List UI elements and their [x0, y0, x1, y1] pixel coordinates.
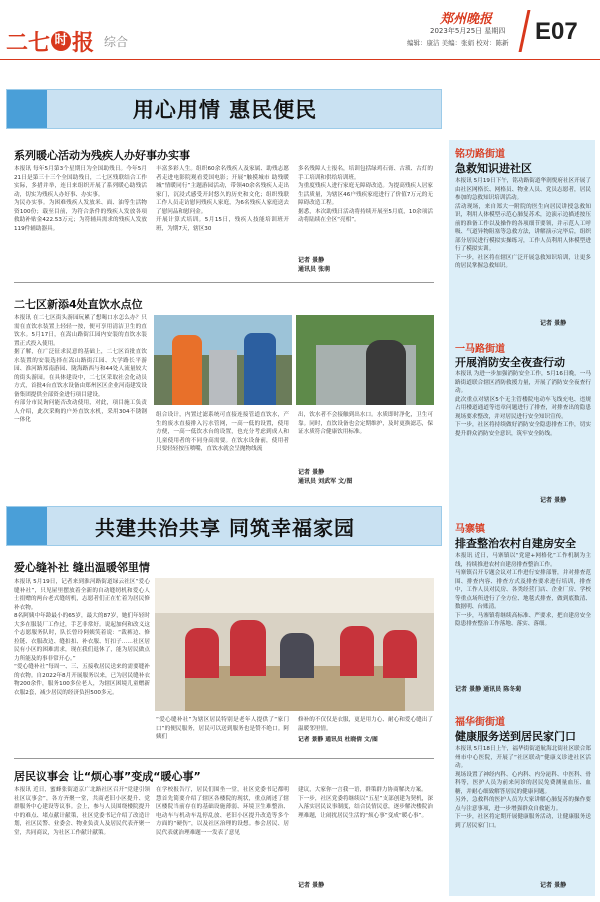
drinking-child-figure — [366, 340, 406, 405]
volunteer-figure — [185, 628, 219, 678]
banner-top-title: 用心用情 惠民便民 — [132, 98, 318, 122]
article-4-credit: 记者 景静 — [298, 882, 325, 889]
article-3-col1: 本报讯 5月19日，记者来到淮河路街道绿云社区“爱心缝补社”，只见屋里摆放着全新的自动缝纫机和爱心人士捐赠的两台老式缝纫机，志愿者们正在忙着为居民修补衣物。 8名阿姨中年龄最小的65岁，最大的87岁，她们年轻时大多在服装厂工作过，手艺非常好。说起加何和改义这个志愿服务队时，队长曾玲阿姨笑着说：“裁裤边、修拉链、衣服改边、缝扣扣、补衣服、钉扣子……社区居民有小区的困难需求，现在我们退休了，能为居民做点力所能及的事非常开心。” “爱心缝补社”每周一、三、五接收居民送来的需要缝补的衣物。自2022年8月开展服务以来，已为居民缝补衣物200余件，服务100多位老人，为辖区困境儿童赠新衣服2套，减少居民的经济负担500多元。 — [14, 579, 150, 696]
volunteer-figure — [230, 620, 266, 676]
sidebar-4-title: 健康服务送到居民家门口 — [455, 730, 576, 743]
sidebar-2-tag: 一马路街道 — [455, 344, 505, 355]
logo-tail: 报 — [72, 29, 95, 56]
article-3-credit: 记者 景静 通讯员 杜晓倩 文/图 — [298, 737, 378, 743]
article-4-col3: 建议，大家你一言我一语，群策群力协商解决方案。 下一步，社区党委将继续以“五星”支部创建为契机，深入落实居民议事制度，结合民情民意，逐步解决楼院治理难题，让闹扰居民生活的“烦心事”变成“暖心事”。 — [298, 787, 433, 819]
article-2-photo-right — [296, 315, 434, 405]
divider-1 — [14, 282, 434, 283]
issue-date: 2023年5月25日 星期四 — [430, 27, 506, 35]
article-2-col3: 出，饮水者不会接触到出水口。水质即时净化，卫生可靠。同时，直饮设备也会定期维护，及时更换滤芯，保证水质符合健康饮用标准。 — [298, 412, 433, 435]
sidebar-4-body: 本报讯 5月18日上午，福华街街道航海北街社区联合郑州市中心医院，开展了“社区联动”健康义诊进社区活动。 现场设置了神经内科、心内科、内分泌科、中医科、骨科等，医护人员为前来问诊的居民免费测量血压、血糖，并耐心细致解答居民的健康问题。 另外，急救科的医护人员为大家讲解心肺复苏的操作要点与注意事项，进一步增强群众自救能力。 下一步，社区将定期开展健康服务活动，让健康服务送到了居民家门口。 — [455, 746, 591, 829]
resident-figure — [280, 633, 314, 678]
section-label: 综合 — [104, 34, 129, 49]
worker-figure — [172, 335, 202, 405]
sidebar-3-title: 排查整治农村自建房安全 — [455, 537, 576, 550]
sidebar-3-tag: 马寨镇 — [455, 524, 485, 535]
article-2-photo-left — [154, 315, 292, 405]
logo-circle: 时 — [51, 31, 71, 51]
banner-middle — [6, 506, 442, 546]
article-1-credit: 记者 景静 通讯员 张萌 — [298, 257, 331, 273]
banner-top — [6, 89, 442, 129]
worker-figure — [244, 333, 276, 405]
article-4-col1: 本报讯 近日，蜜蜂张街道京广北路社区召开“党建引领社区议事会”，各方齐聚一堂，共商老旧小区提升、党群服务中心建设等议事。会上，参与人员围绕楼院提升中的难点、堵点献计献策，社区党委书记介绍了改造计划，社区民警、业委会、物业负责人及居民代表齐聚一堂，共同商议，为社区工作献计献策。 — [14, 787, 150, 836]
sidebar-2-body: 本报讯 为进一步加强消防安全工作，5月16日晚，一马路街道联合辖区消防救援力量，开展了消防安全夜查行动。 此次重点对辖区5个无主管楼院电动车飞线充电、违规占用楼道通道等违章问题进行了排查，对排查出的隐患现场要求整改，并对居民进行安全知识宣传。 下一步，社区将持续做好消防安全隐患排查工作，切实提升群众消防安全意识，筑牢安全防线。 — [455, 371, 591, 437]
sidebar-1-body: 本报讯 5月19日下午，铭功路街道华润悦府社区开展了由社区网格长、网格员、物业人员、党员志愿者，居民参加的急救知识培训活动。 活动现场，来自郑大一附院的医生向居民讲授急救知识，利用人体模型示范心肺复苏术，边演示边描述按压前的准备工作以及操作的各项细节要领，并示范人工呼吸、气道异物阻塞等急救方法，讲解演示完毕后，组织部分居民进行模拟实操练习，工作人员利用人体模型进行了模拟实训。 下一步，社区将在辖区广泛开展急救知识培训，让更多的居民掌握急救知识。 — [455, 178, 591, 269]
article-4-title: 居民议事会 让“烦心事”变成“暖心事” — [14, 770, 201, 783]
water-fountain-device — [209, 350, 237, 405]
article-1-col2: 丰富多彩人生。组织60余名残疾人及家属、助残志愿者走进电影院观看爱国电影；开展“触摸城市 助残暖城”情暖同行”主题游园活动，带领40余名残疾人走出家门，沉浸式感受开封悠久的历史和文化；组织残联工作人员走访慰问残疾人家庭，为6名残疾人家庭送去了慰问品和慰问金。 开展计算式培训。5月15日，残疾人技能培训班开班，为期7天，辖区30 — [156, 166, 289, 232]
article-1-title: 系列暖心活动为残疾人办好事办实事 — [14, 149, 190, 162]
page-number: E07 — [535, 18, 578, 45]
brand-name: 郑州晚报 — [440, 12, 493, 27]
masthead-logo — [6, 28, 128, 54]
volunteer-figure — [383, 630, 417, 678]
sidebar-3-body: 本报讯 近日，马寨镇以“党建+网格化”工作机制为主线，持续推进农村自建房排查整治工作。 马寨镇召开专题会议对工作进行安排部署，并对排查范围、排查内容、排查方式及排查要求进行培训，排查中，工作人员对民房、各类经营门店、企业厂房、学校等重点场所进行了全方位、地毯式排查，做到底数清、数据明、台账清。 下一步，马寨镇将继续高标准、严要求，把自建房安全隐患排查整治工作落地、落实、落细。 — [455, 553, 591, 627]
article-3-col3: 修补的不仅仅是衣服，更是用力心、耐心和爱心缝出了温暖邻里情。 — [298, 717, 433, 732]
banner-middle-title: 共建共治共享 同筑幸福家园 — [95, 516, 355, 540]
logo-text: 二七 — [6, 29, 51, 56]
sidebar-1-tag: 铭功路街道 — [455, 149, 505, 160]
sidebar-2-title: 开展消防安全夜查行动 — [455, 356, 565, 369]
article-1-col3: 多名残障人士报名，培训包括绿鸡石膏、古琐、古灯的手工培训和供给培训班。 为重度残疾人进行家庭无障碍改造。为提高残疾人居家生活质量，为辖区46户残疾家庭进行了价值7万元的无障碍改造工程。 据悉，本次助残日活动将持续开展至5月底，10余项活动将陆续在全区“亮相”。 — [298, 166, 433, 223]
sidebar-1-title: 急救知识进社区 — [455, 162, 532, 175]
sidebar-1-credit: 记者 景静 — [540, 320, 567, 327]
article-3-title: 爱心缝补社 缝出温暖邻里情 — [14, 561, 150, 574]
editor-line: 编辑：康洁 美编：张娟 校对：陈新 — [407, 39, 509, 47]
article-2-credit: 记者 景静 通讯员 刘武军 文/图 — [298, 469, 353, 485]
divider-2 — [14, 758, 434, 759]
sidebar-4-tag: 福华街街道 — [455, 717, 505, 728]
volunteer-figure — [340, 626, 374, 676]
sidebar-3-credit: 记者 景静 通讯员 陈冬菊 — [455, 686, 522, 693]
article-3-col2: “爱心缝补社”为辖区居民特别是老年人提供了“家门口”的便民服务，居民可以送到服务也是赞不绝口。阿姨们 — [156, 717, 289, 740]
article-2-title: 二七区新添4处直饮水点位 — [14, 298, 143, 311]
page-divider — [519, 10, 531, 52]
sidebar-4-credit: 记者 景静 — [540, 882, 567, 889]
article-1-col1: 本报讯 每年5月第3个星期日为全国助残日。今年5月21日是第三十三个全国助残日，二七区残联结合工作实际，多措并举，连日来组织开展了系列暖心助残活动，切实为残疾人办好事、办实事。 为民办实事。为困难残疾人发放米、面、油等生活物资100份；载至目前，为符合条件的残疾人发放各项救助补贴金422.53万元；为符辅具需求的残疾人发放119件辅助器具。 — [14, 166, 147, 232]
article-4-col2: 在学校报告厅，居民们围坐一堂，社区党委书记都明慧首先简要介绍了辖区各楼院的现状，重点阐述了辖区楼院当前存在的基础设施薄弱、环境卫生难整治、电动车与机动车乱停乱放、老旧小区提升改造等多个方面的“硬伤”，以及社区治理的设想。参会居民、居民代表就治理难题一一发表了意见 — [156, 787, 289, 836]
page-header — [0, 0, 600, 60]
article-3-photo — [155, 578, 434, 711]
article-2-col2: 组合设计，内置过滤系统可直接连接管道直饮水，产生的废水直接排入污水管网，一高一低的设置，使用方便，一高一低饮水台的设置，也充分考虑到成人和儿童使用者的不同身高需要。在饮水设备前，使用者只要轻轻按压喷嘴，直饮水就会呈抛物线流 — [156, 412, 289, 452]
article-2-col1: 本报讯 在二七区街头游园玩累了想喝口水怎么办？只需在直饮水装置上轻轻一按，便可享用清洁卫生的直饮水。5月17日，在嵩山路街江园内安装的直饮水装置正式投入使用。 据了解，在广泛征求民意的基础上，二七区首批直饮水装置的安装选择在嵩山路街江园、大学路长平游园、淮河路郑南游园、陇海路西与和44处人流量较大的街头游园。在具体建设中，二七区采取社会化动员方式，首批4台直饮水设备由郑州区区企业河南建发设备集团提供全部资金进行项目建设。 有部分市民询问能否改动使用，对此，项目施工负责人介绍，此次采购的户外直饮水机，采用304不锈钢一体化 — [14, 315, 147, 423]
sidebar-2-credit: 记者 景静 — [540, 497, 567, 504]
